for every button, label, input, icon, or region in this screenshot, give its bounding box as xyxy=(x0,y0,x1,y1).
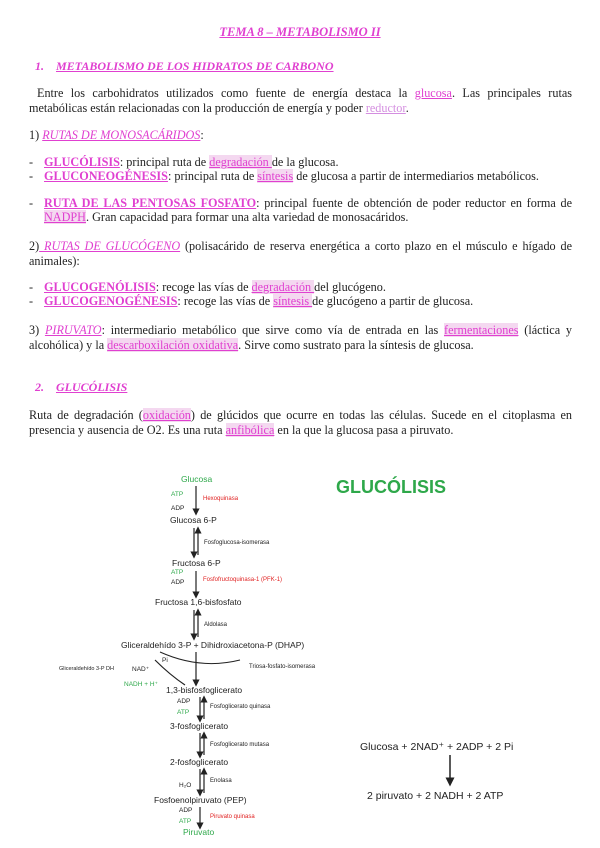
metabolite-piruvato: Piruvato xyxy=(183,827,215,837)
keyword: anfibólica xyxy=(225,422,275,437)
cofactor-atp-1: ATP xyxy=(171,491,184,498)
keyword: degradación xyxy=(251,280,315,294)
heading-label: RUTAS DE GLUCÓGENO xyxy=(39,239,181,253)
diagram-heading: GLUCÓLISIS xyxy=(336,477,447,497)
metabolite-2pg: 2-fosfoglicerato xyxy=(170,757,229,767)
metabolite-pep: Fosfoenolpiruvato (PEP) xyxy=(154,795,247,805)
section-number: 2. xyxy=(35,380,44,394)
cofactor-atp-2: ATP xyxy=(171,569,184,576)
text-run: (polisacárido de reserva energética a corto plazo en el músculo e hígado de animales): xyxy=(29,239,572,268)
term: GLUCOGENÓLISIS xyxy=(44,280,156,294)
text-run: : intermediario metabólico que sirve como vía de entrada en las xyxy=(101,323,445,337)
section-number: 1. xyxy=(35,59,44,73)
enzyme-fosfoglucosa-isomerasa: Fosfoglucosa-isomerasa xyxy=(204,540,270,546)
cofactor-adp-1: ADP xyxy=(171,505,185,512)
metabolite-fructosa-16bp: Fructosa 1,6-bisfosfato xyxy=(155,597,242,607)
text-run: Ruta de degradación ( xyxy=(29,408,143,422)
enzyme-enolasa: Enolasa xyxy=(210,778,232,784)
list-number: 3) xyxy=(29,323,45,337)
keyword: síntesis xyxy=(257,169,294,183)
cofactor-nadh: NADH + H⁺ xyxy=(124,681,158,688)
bullet-dash: - xyxy=(29,169,34,183)
text-run: de glucógeno a partir de glucosa. xyxy=(312,294,474,308)
keyword-reductor: reductor xyxy=(365,100,406,115)
text-run: en la que la glucosa pasa a piruvato. xyxy=(274,422,454,437)
enzyme-triosa-fosfato-isomerasa: Triosa-fosfato-isomerasa xyxy=(249,664,316,670)
term: GLUCONEOGÉNESIS xyxy=(44,169,168,183)
term: GLUCOGENOGÉNESIS xyxy=(44,294,178,308)
cofactor-adp-3: ADP xyxy=(177,698,191,705)
metabolite-fructosa-6p: Fructosa 6-P xyxy=(172,558,221,568)
metabolite-g3p-dhap: Gliceraldehído 3-P + Dihidroxiacetona-P (DHAP) xyxy=(121,640,305,650)
enzyme-hexoquinasa: Hexoquinasa xyxy=(203,496,239,502)
metabolite-glucosa-6p: Glucosa 6-P xyxy=(170,515,217,525)
enzyme-fosfoglicerato-mutasa: Fosfoglicerato mutasa xyxy=(210,742,270,748)
heading-label: PIRUVATO xyxy=(44,323,102,337)
section-title: METABOLISMO DE LOS HIDRATOS DE CARBONO xyxy=(56,59,334,73)
enzyme-g3p-dh: Gliceraldehído 3-P DH xyxy=(59,666,114,672)
text-run: : principal ruta de xyxy=(119,155,210,169)
metabolite-13bpg: 1,3-bisfosfoglicerato xyxy=(166,685,243,695)
bullet-dash: - xyxy=(29,294,34,308)
page-title: TEMA 8 – METABOLISMO II xyxy=(219,25,381,39)
keyword: NADPH xyxy=(44,209,86,224)
keyword: descarboxilación oxidativa xyxy=(107,337,239,352)
cofactor-pi: Pi xyxy=(162,657,168,664)
list-number: 1) xyxy=(29,128,43,142)
text-run: . Sirve como sustrato para la síntesis de glucosa. xyxy=(238,337,474,352)
text-run: de la glucosa. xyxy=(271,155,339,169)
section-title: GLUCÓLISIS xyxy=(56,380,128,394)
cofactor-h2o: H₂O xyxy=(179,782,192,789)
bullet-dash: - xyxy=(29,280,34,294)
enzyme-pfk1: Fosfofructoquinasa-1 (PFK-1) xyxy=(203,577,283,583)
text-run: (láctica y alcohólica) y la xyxy=(29,323,572,352)
text-run: de glucosa a partir de intermediarios metabólicos. xyxy=(293,169,539,183)
metabolite-glucosa: Glucosa xyxy=(181,474,213,484)
text-run: : recoge las vías de xyxy=(177,294,274,308)
enzyme-aldolasa: Aldolasa xyxy=(204,622,228,628)
bullet-dash: - xyxy=(29,196,34,210)
text-run: . Gran capacidad para formar una alta variedad de monosacáridos. xyxy=(85,209,409,224)
cofactor-adp-2: ADP xyxy=(171,579,185,586)
text-run: . xyxy=(405,100,409,115)
text-run: : recoge las vías de xyxy=(155,280,252,294)
text-run: : principal ruta de xyxy=(167,169,258,183)
equation-reactants: Glucosa + 2NAD⁺ + 2ADP + 2 Pi xyxy=(360,741,514,753)
keyword: oxidación xyxy=(142,408,191,422)
text-run: . Las principales rutas metabólicas están relacionadas con la producción de energía y poder xyxy=(29,86,572,115)
term: GLUCÓLISIS xyxy=(44,155,120,169)
keyword: degradación xyxy=(209,155,272,169)
enzyme-fosfoglicerato-quinasa: Fosfoglicerato quinasa xyxy=(210,704,271,710)
cofactor-atp-3: ATP xyxy=(177,709,190,716)
bullet-dash: - xyxy=(29,155,34,169)
term: RUTA DE LAS PENTOSAS FOSFATO xyxy=(44,196,257,210)
text-run: ) de glúcidos que ocurre en todas las células. Sucede en el citoplasma en presencia y ausencia de O2. Es una ruta xyxy=(29,408,572,437)
cofactor-nad: NAD⁺ xyxy=(132,666,150,673)
arrow-triosa-isomerasa xyxy=(160,652,240,664)
keyword: fermentaciones xyxy=(444,323,519,337)
text-run: Entre los carbohidratos utilizados como fuente de energía destaca la xyxy=(37,86,415,100)
equation-products: 2 piruvato + 2 NADH + 2 ATP xyxy=(367,790,504,802)
list-number: 2) xyxy=(29,239,40,253)
keyword-glucosa: glucosa xyxy=(414,86,452,100)
text-run: del glucógeno. xyxy=(314,280,386,294)
metabolite-3pg: 3-fosfoglicerato xyxy=(170,721,229,731)
text-run: : principal fuente de obtención de poder reductor en forma de xyxy=(256,196,572,210)
cofactor-adp-4: ADP xyxy=(179,807,193,814)
arrow-dehydrogenase-curve xyxy=(155,660,185,685)
cofactor-atp-4: ATP xyxy=(179,818,192,825)
text-run: : xyxy=(200,128,204,142)
heading-label: RUTAS DE MONOSACÁRIDOS xyxy=(42,128,201,142)
keyword: síntesis xyxy=(273,294,313,308)
enzyme-piruvato-quinasa: Piruvato quinasa xyxy=(210,814,255,820)
